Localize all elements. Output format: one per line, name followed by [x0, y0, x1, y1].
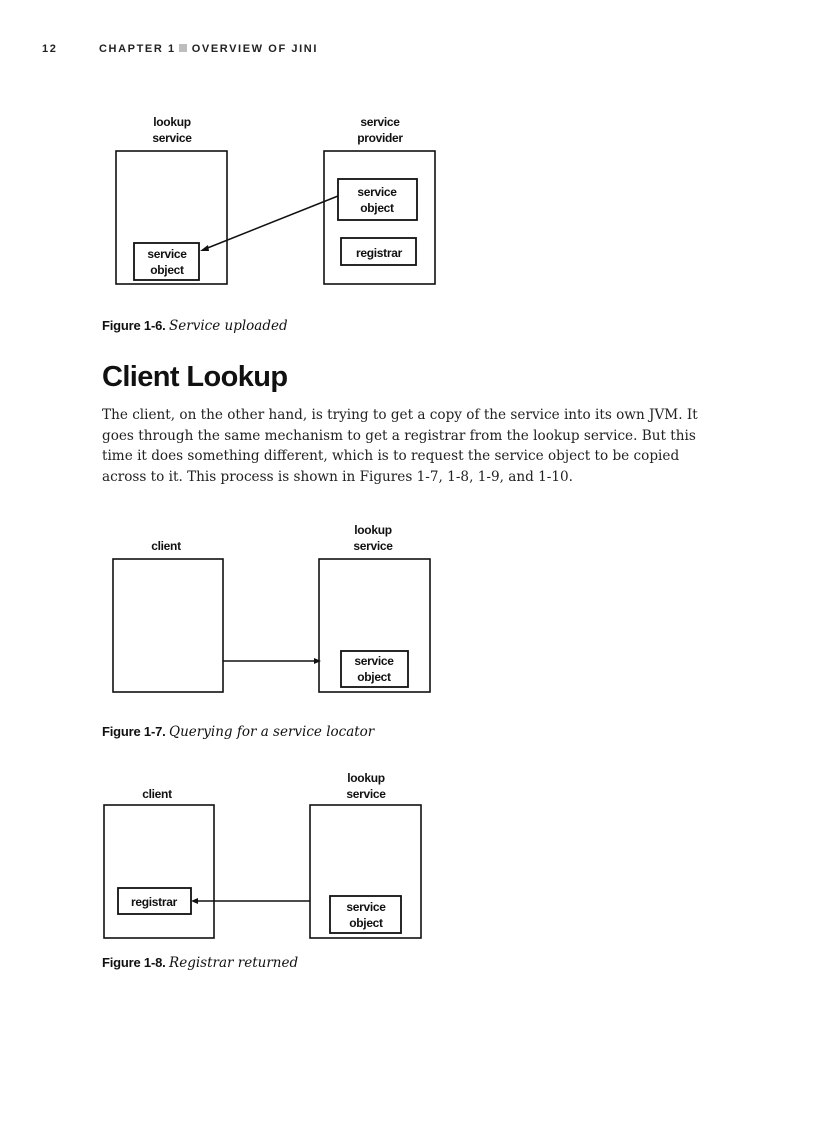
figure-1-6-caption-text: Service uploaded: [169, 318, 288, 334]
registrar-label: registrar: [131, 895, 177, 909]
body-paragraph: The client, on the other hand, is trying to get a copy of the service into its own JVM. It goes through the same mechanism to get a registrar from the lookup service. But this time it does something different, which is to request the service object to be copied across to it. This process is shown in Figures 1-7, 1-8, 1-9, and 1-10.: [102, 407, 698, 485]
figure-1-8-number: Figure 1-8.: [102, 955, 166, 970]
lookup-service-object-label-2: object: [150, 263, 184, 277]
provider-service-object-label: service: [357, 185, 397, 199]
chapter-title: OVERVIEW OF JINI: [191, 43, 318, 55]
client-label: client: [151, 539, 181, 553]
figure-1-6-caption: [102, 318, 288, 335]
client-box: [113, 559, 223, 692]
figure-1-8-caption: [102, 955, 298, 972]
figure-1-7-caption-text: Querying for a service locator: [169, 724, 375, 740]
section-heading: Client Lookup: [102, 361, 288, 393]
service-object-label: service: [346, 900, 386, 914]
lookup-service-label: lookup: [347, 771, 385, 785]
client-box: [104, 805, 214, 938]
lookup-service-object-label: service: [147, 247, 187, 261]
client-label: client: [142, 787, 172, 801]
service-provider-label-2: provider: [357, 131, 403, 145]
provider-registrar-label: registrar: [356, 246, 402, 260]
running-header: [0, 43, 816, 57]
lookup-service-label-2: service: [346, 787, 386, 801]
figure-1-7-diagram: [0, 515, 816, 700]
figure-1-6-number: Figure 1-6.: [102, 318, 166, 333]
lookup-service-label-2: service: [152, 131, 192, 145]
separator-square-icon: [179, 44, 187, 52]
service-provider-label: service: [360, 115, 400, 129]
figure-1-6-diagram: [0, 100, 816, 300]
lookup-service-label-2: service: [353, 539, 393, 553]
service-object-label-2: object: [357, 670, 391, 684]
figure-1-8-caption-text: Registrar returned: [169, 955, 299, 971]
figure-1-7-caption: [102, 724, 374, 741]
page-number: 12: [42, 43, 58, 55]
chapter-label: CHAPTER 1: [99, 43, 176, 55]
provider-service-object-label-2: object: [360, 201, 394, 215]
figure-1-8-diagram: [0, 765, 816, 945]
lookup-service-label: lookup: [354, 523, 392, 537]
lookup-service-label: lookup: [153, 115, 191, 129]
service-object-label-2: object: [349, 916, 383, 930]
chapter-header: [99, 43, 318, 55]
figure-1-7-number: Figure 1-7.: [102, 724, 166, 739]
service-object-label: service: [354, 654, 394, 668]
